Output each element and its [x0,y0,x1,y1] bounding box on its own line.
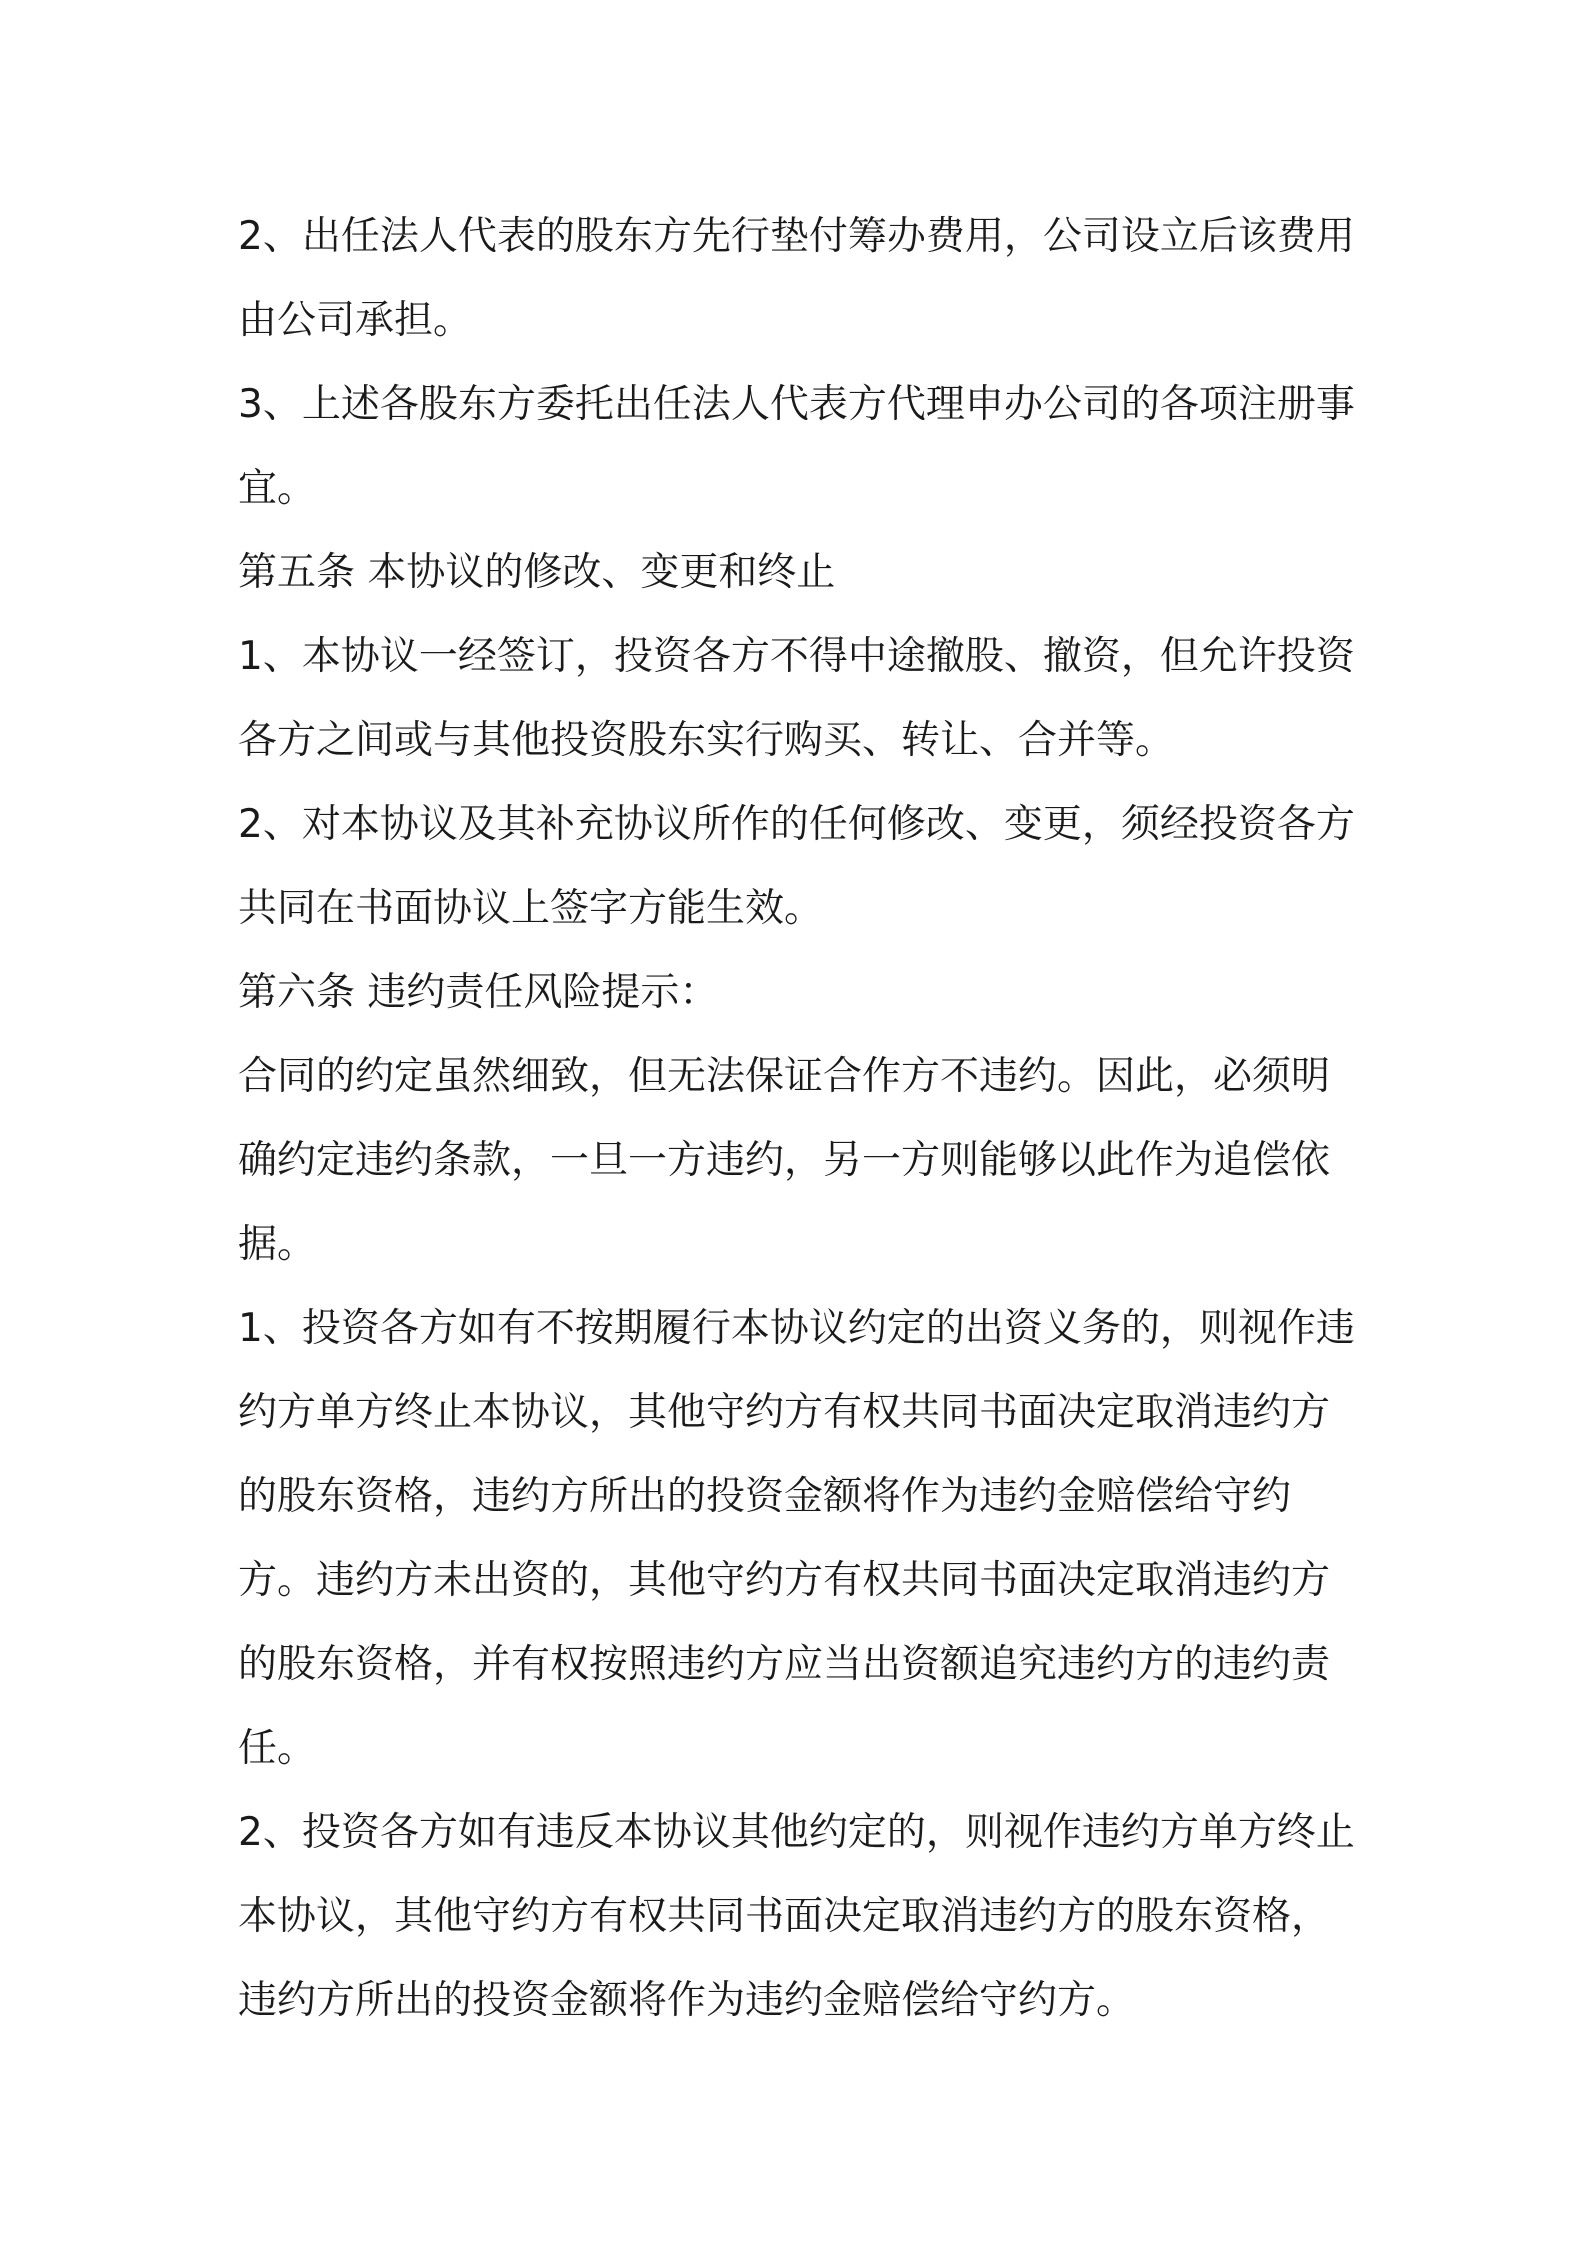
article-5-heading: 第五条 本协议的修改、变更和终止 [238,550,836,595]
clause-4-item-2: 2、出任法人代表的股东方先行垫付筹办费用，公司设立后该费用由公司承担。 [238,214,1355,343]
clause-5-item-2: 2、对本协议及其补充协议所作的任何修改、变更，须经投资各方共同在书面协议上签字方能生效。 [238,802,1355,931]
document-body [238,195,1368,2043]
clause-4-item-3: 3、上述各股东方委托出任法人代表方代理申办公司的各项注册事宜。 [238,382,1355,511]
risk-note-paragraph: 合同的约定虽然细致，但无法保证合作方不违约。因此，必须明确约定违约条款，一旦一方违约，另一方则能够以此作为追偿依据。 [238,1054,1331,1267]
clause-5-item-1: 1、本协议一经签订，投资各方不得中途撤股、撤资，但允许投资各方之间或与其他投资股东实行购买、转让、合并等。 [238,634,1355,763]
clause-6-item-2: 2、投资各方如有违反本协议其他约定的，则视作违约方单方终止本协议，其他守约方有权共同书面决定取消违约方的股东资格，违约方所出的投资金额将作为违约金赔偿给守约方。 [238,1810,1355,2023]
article-6-heading: 第六条 违约责任风险提示： [238,970,719,1015]
clause-6-item-1: 1、投资各方如有不按期履行本协议约定的出资义务的，则视作违约方单方终止本协议，其他守约方有权共同书面决定取消违约方的股东资格，违约方所出的投资金额将作为违约金赔偿给守约方。违约方未出资的，其他守约方有权共同书面决定取消违约方的股东资格，并有权按照违约方应当出资额追究违约方的违约责任。 [238,1306,1355,1771]
